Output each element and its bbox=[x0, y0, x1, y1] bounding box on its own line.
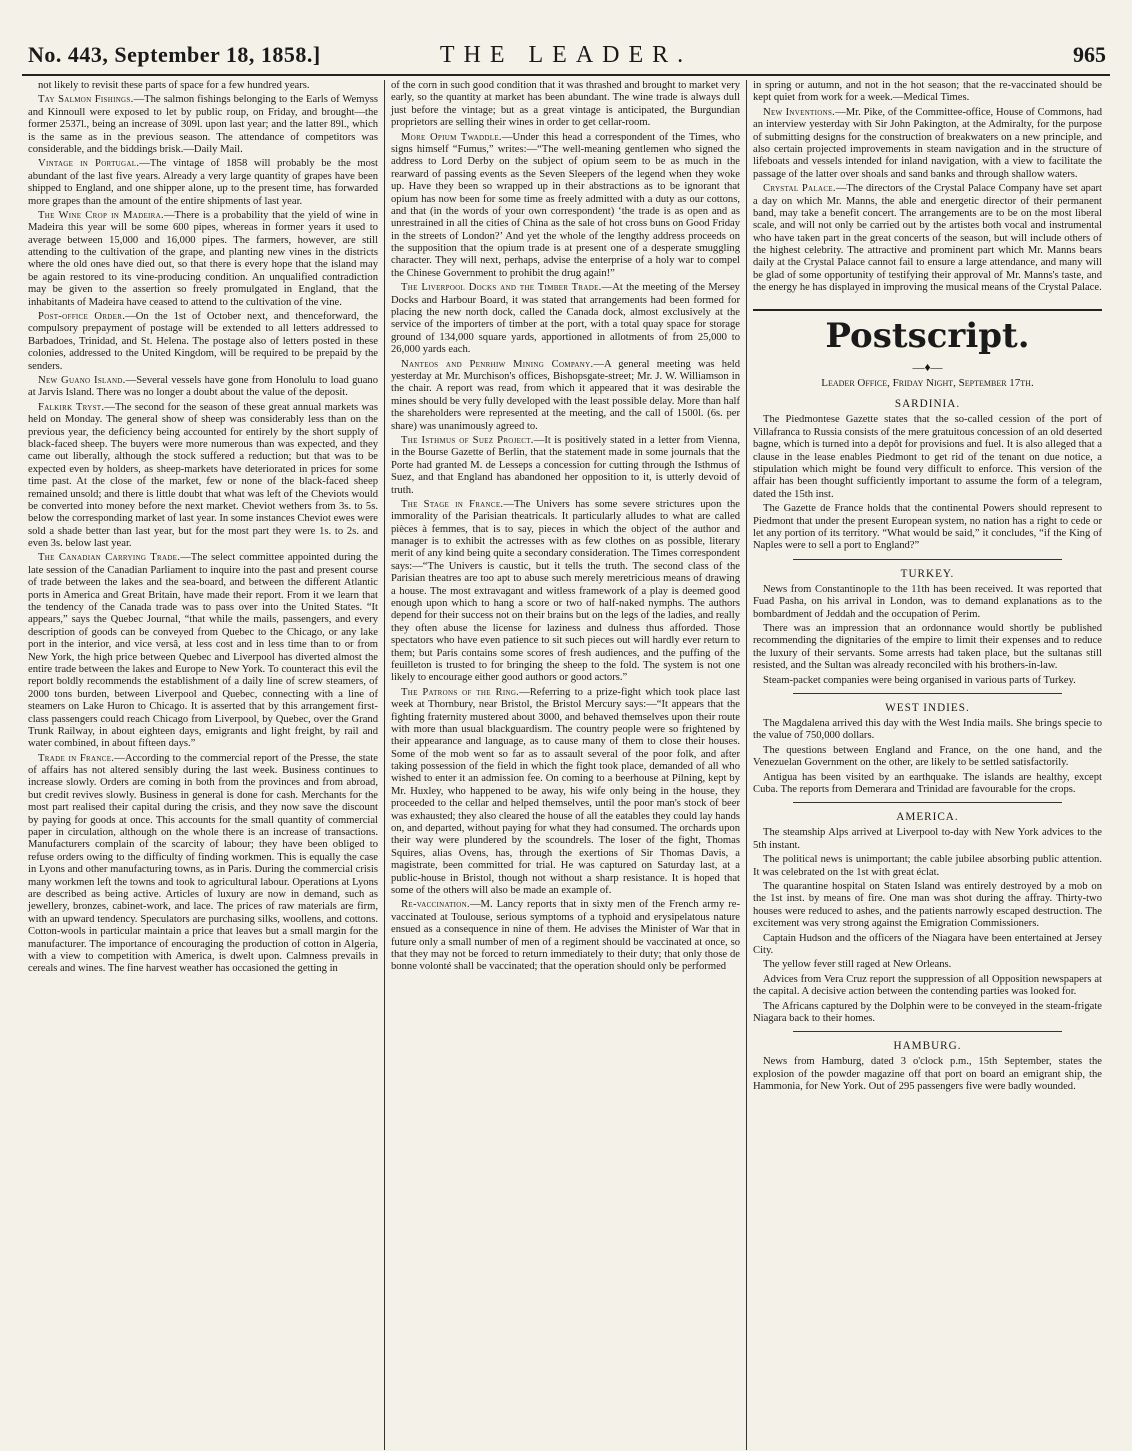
postscript-dateline: Leader Office, Friday Night, September 17th. bbox=[821, 377, 1034, 390]
section-heading: TURKEY. bbox=[900, 567, 955, 580]
article-text: —M. Lancy reports that in sixty men of the French army re-vaccinated at Toulouse, serious symptoms of a typhoid and erysipelatous nature ensued as a consequence in nine of them. He advises the Minister of War that in future only a small number of men of a regiment should be vaccinated at once, so that they may not be forced to return immediately to their duty; that only those de bonne volonté shall be vaccinated; that the operation should only be performed bbox=[391, 899, 740, 973]
article-paragraph bbox=[28, 158, 378, 208]
section-paragraph: The Piedmontese Gazette states that the so-called cession of the port of Villafranca to Russia consists of the mere gratuitous concession of an old deserted bagne, which is turned into a depôt for provisions and fuel. It is also alleged that a clause in the lease enables Piedmont to get rid of the tenant on due notice, a stipulation which might be found very difficult to enforce. This version of the affair has been thought sufficiently important to assume the form of a telegram, dated the 15th inst. bbox=[753, 414, 1102, 500]
article-text: —The Univers has some severe strictures upon the immorality of the Parisian theatricals. It particularly alludes to what are called pièces à femmes, that is to say, pieces in which the object of the author and manager is to exhibit the actresses with as few clothes on as possible, literary merit of any kind being quite a secondary consideration. The Times correspondent says:—“The Univers is caustic, but it tells the truth. The second class of the Parisian theatres are too apt to abuse such merely meretricious means of drawing a house. The most extravagant and witless framework of a play is deemed good enough upon which to hang a score or two of half-naked nymphs. The authors depend for their success not on their brains but on the legs of the ladies, and really they often abuse the license for laziness and dulness thus afforded. Those spectators who have even patience to sit such pieces out will hardly ever return to them; but Paris contains some scores of fresh audiences, and the puffing of the feuilleton is trusted to for bringing the sheep to the fold. The system is not one likely to encourage either good authors or good actors.” bbox=[391, 498, 740, 684]
article-paragraph bbox=[28, 80, 378, 92]
article-paragraph bbox=[28, 311, 378, 373]
column-1 bbox=[22, 80, 384, 1450]
article-paragraph bbox=[391, 282, 740, 356]
section-paragraph: Steam-packet companies were being organised in various parts of Turkey. bbox=[763, 674, 1076, 686]
article-heading: Vintage in Portugal. bbox=[38, 158, 140, 170]
article-heading: Nanteos and Penrhiw Mining Company. bbox=[401, 358, 594, 370]
section-paragraph: The quarantine hospital on Staten Island was entirely destroyed by a mob on the 1st inst. by means of fire. One man was shot during the affray. Thirty-two houses were reduced to ashes, and the patients narrowly escaped destruction. The excitement was very strong against the Emigration Commissioners. bbox=[753, 881, 1102, 930]
article-text: —Mr. Pike, of the Committee-office, House of Commons, had an interview yesterday with Sir John Pakington, at the Admiralty, for the purpose of submitting designs for the construction of breakwaters on a new principle, and also certain projected improvements in steam navigation and in the structure of lifeboats and vessels intended for inland navigation, with a view to facilitate the passage of the latter over shoals and sand banks and through shallow waters. bbox=[753, 106, 1102, 180]
article-text: —The vintage of 1858 will probably be the most abundant of the last five years. Already a very large quantity of grapes have been shipped to England, and one shipper alone, up to the present time, has forwarded more grapes than the amount of the entire shipments of last year. bbox=[28, 158, 378, 207]
postscript-sections bbox=[753, 398, 1102, 1093]
article-paragraph bbox=[28, 94, 378, 156]
article-paragraph bbox=[391, 899, 740, 973]
column-3 bbox=[746, 80, 1108, 1450]
section-paragraph: The questions between England and France, on the one hand, and the Venezuelan Government on the other, are likely to be settled satisfactorily. bbox=[753, 744, 1102, 769]
section-paragraph: Antigua has been visited by an earthquake. The islands are healthy, except Cuba. The reports from Demerara and Trinidad are favourable for the crops. bbox=[753, 771, 1102, 795]
article-heading: Falkirk Tryst. bbox=[38, 401, 105, 413]
article-heading: The Canadian Carrying Trade. bbox=[38, 552, 181, 564]
ornament-icon: —♦— bbox=[912, 360, 943, 375]
article-heading: Re-vaccination. bbox=[401, 899, 470, 911]
article-heading: New Inventions. bbox=[763, 106, 836, 118]
article-paragraph bbox=[28, 753, 378, 976]
columns bbox=[22, 80, 1110, 1450]
section-heading: HAMBURG. bbox=[893, 1040, 962, 1053]
article-heading: The Wine Crop in Madeira. bbox=[38, 209, 164, 221]
article-text: —Several vessels have gone from Honolulu to load guano at Jarvis Island. There was no longer a doubt about the value of the deposit. bbox=[28, 374, 378, 399]
section-paragraph: News from Constantinople to the 11th has been received. It was reported that Fuad Pasha, on his arrival in London, was to demand explanations as to the bombardment of Jeddah and the occupation of Perim. bbox=[753, 583, 1102, 620]
article-text: not likely to revisit these parts of space for a few hundred years. bbox=[38, 80, 310, 91]
article-text: —According to the commercial report of the Presse, the state of affairs has not altered sensibly during the last week. Business continues to increase slowly. Orders are coming in both from the provinces and from abroad, but credit revives slowly. Business in general is done for cash. Merchants for the most part realised their capital during the crisis, and they now save the discount by paying for goods at once. This accounts for the small quantity of commercial paper in circulation, although on the whole there is an increase of transactions. Manufacturers complain of the scarcity of labour; they have been obliged to refuse orders owing to the difficulty of finding workmen. This is equally the case in Lyons and other manufacturing towns, as in Paris. During the commercial crisis many workmen left the towns and took to agricultural labour. Operations at Lyons are described as being active. Articles of luxury are now in demand, such as jewellery, bronzes, cabinet-work, and lace. The prices of raw materials are firm, with an upward tendency. Speculators are purchasing silks, woollens, and cottons. Cotton-wools in particular maintain a price that leaves but a small margin for the manufacturer. The importance of encouraging the production of cotton in Algeria, with a view to competition with America, is dwelt upon. Calmness prevails in cereals and wines. The fine harvest weather has occasioned the getting in bbox=[28, 752, 378, 975]
article-heading: Post-office Order. bbox=[38, 311, 126, 323]
article-paragraph bbox=[391, 687, 740, 898]
article-paragraph bbox=[753, 80, 1102, 105]
article-text: —The directors of the Crystal Palace Company have set apart a day on which Mr. Manns, the able and energetic director of their permanent band, may take a benefit concert. The arrangements are to be on the most liberal scale, and will not only be carried out by the artistes both vocal and instrumental who have taken part in the great concerts of the season, but will include others of the highest celebrity. The attractive and prominent part which Mr. Manns bears daily at the Crystal Palace cannot fail to ensure a large attendance, and many will be glad of some opportunity of testifying their approval of Mr. Manns's taste, and the energy he has displayed in improving the musical means of the Crystal Palace. bbox=[753, 183, 1102, 294]
article-paragraph bbox=[753, 183, 1102, 295]
article-paragraph bbox=[28, 375, 378, 400]
article-heading: The Liverpool Docks and the Timber Trade. bbox=[401, 282, 602, 294]
article-paragraph bbox=[391, 499, 740, 685]
section-paragraph: The Africans captured by the Dolphin were to be conveyed in the steam-frigate Niagara back to their homes. bbox=[753, 1000, 1102, 1024]
article-heading: The Patrons of the Ring. bbox=[401, 686, 520, 698]
newspaper-title: THE LEADER. bbox=[439, 42, 693, 68]
issue-date: No. 443, September 18, 1858.] bbox=[28, 42, 321, 67]
article-text: —At the meeting of the Mersey Docks and Harbour Board, it was stated that arrangements had been formed for placing the new north dock, called the Canada dock, almost exclusively at the service of the importers of timber at the port, with a total quay space for storage ground of 134,000 square yards, apportioned in allotments of from 25,000 to 26,000 yards each. bbox=[391, 282, 740, 356]
article-text: of the corn in such good condition that it was thrashed and brought to market very early, so the quantity at market has been abundant. The wine trade is always dull just before the vintage; but as a great vintage is anticipated, the Burgundian proprietors are selling their wines in order to get cellar-room. bbox=[391, 80, 740, 129]
article-heading: Crystal Palace. bbox=[763, 183, 836, 195]
section-divider bbox=[793, 802, 1062, 803]
article-heading: The Stage in France. bbox=[401, 498, 504, 510]
section-heading: AMERICA. bbox=[896, 811, 959, 824]
section-paragraph: The political news is unimportant; the cable jubilee absorbing public attention. It was celebrated on the 1st with great éclat. bbox=[753, 854, 1102, 878]
section-paragraph: Advices from Vera Cruz report the suppression of all Opposition newspapers at the capital. A decisive action between the contending parties was looked for. bbox=[753, 973, 1102, 998]
section-paragraph: Captain Hudson and the officers of the Niagara have been entertained at Jersey City. bbox=[753, 932, 1102, 956]
article-text: —Referring to a prize-fight which took place last week at Thornbury, near Bristol, the Bristol Mercury says:—“It appears that the fighting fraternity mustered about 3000, and behaved themselves upon their route with more than usual blackguardism. The country people were so frightened by their appearance and language, as to cause many of them to close their houses. Some of the mob went so far as to assault several of the poor folk, and after taking possession of the field in which the fight took place, demanded of all who wished to enter it an admission fee. On coming to a beerhouse at Pilning, kept by Mr. Huxley, who happened to be away, his wife only being in the house, they proceeded to the cellar and helped themselves, until the poor man's stock of beer was exhausted; they also cleared the house of all the eatables they could lay hands on, and departed, without paying for what they had consumed. The orchards upon their way were plundered by the scoundrels. The loser of the fight, Thomas Squires, alias Ovens, has, through the exertions of Sir Thomas Davis, a magistrate, been committed for trial. He was captured on Saturday last, at a public-house in Bristol, though not without a sharp resistance. It is hoped that some of the others will also be made an example of. bbox=[391, 686, 740, 896]
section-divider bbox=[793, 559, 1062, 560]
postscript-title: Postscript. bbox=[825, 315, 1030, 356]
article-paragraph bbox=[28, 402, 378, 551]
section-heading: SARDINIA. bbox=[894, 398, 961, 411]
article-text: —The select committee appointed during the late session of the Canadian Parliament to inquire into the past and present course of trade between the lakes and the sea-board, and between the different Atlantic ports in America and Great Britain, have made their report. From it we learn that the tendency of the Canada trade was to pass over into the United States. “It appears,” says the Quebec Journal, “that while the mails, passengers, and every description of goods can be conveyed from Quebec to the Chicago, or any lake port in the interior, and vice versâ, at less cost and in less time than to or from New York, the high price between Quebec and Liverpool has diverted almost the entire trade between the lakes and Europe to New York. To counteract this evil the report boldly recommends the establishment of a daily line of screw steamers, of 2000 tons burden, between Liverpool and Quebec, connecting with a line of steamers on Lake Huron to Chicago. It is asserted that by this arrangement first-class passengers could reach Chicago from Liverpool, by Quebec, over the Grand Trunk Railway, in about eighteen days, emigrants and light freight, by rail and water combined, in about fifteen days.” bbox=[28, 552, 378, 750]
column-3-articles bbox=[753, 80, 1102, 295]
section-paragraph: The Magdalena arrived this day with the West India mails. She brings specie to the value of 750,000 dollars. bbox=[753, 718, 1102, 742]
article-text: —On the 1st of October next, and thenceforward, the compulsory prepayment of postage will be extended to all letters addressed to Barbadoes, Trinidad, and St. Helena. The postage also of letters posted in these colonies, addressed to the United Kingdom, will be required to be prepaid by the senders. bbox=[28, 311, 378, 372]
article-text: in spring or autumn, and not in the hot season; that the re-vaccinated should be kept quiet from work for a week.—Medical Times. bbox=[753, 80, 1102, 104]
article-paragraph bbox=[28, 210, 378, 309]
article-paragraph bbox=[391, 132, 740, 281]
article-heading: The Isthmus of Suez Project. bbox=[401, 434, 534, 446]
section-divider bbox=[793, 693, 1062, 694]
article-text: —The salmon fishings belonging to the Earls of Wemyss and Kinnoull were exposed to let by public roup, on Friday, and brought—the former 2537l., being an increase of 309l. upon last year; and the latter 89l., which is the same as in the previous season. The attendance of competitors was considerable, and the biddings brisk.—Daily Mail. bbox=[28, 94, 378, 155]
section-paragraph: News from Hamburg, dated 3 o'clock p.m., 15th September, states the explosion of the powder magazine off that port on board an emigrant ship, the Hammonia, for New York. Out of 295 passengers five were badly wounded. bbox=[753, 1056, 1102, 1093]
article-text: —The second for the season of these great annual markets was held on Monday. The general show of sheep was considerably less than on the previous year, the deficiency being accounted for entirely by the short supply of black-faced sheep. The buyers were more numerous than was expected, and they came out liberally, although the stock suffered a reduction; but that was to be expected even by holders, as sheep-markets have deteriorated in prices for some time past. At the close of the market, few or none of the black-faced sheep remained unsold; and there is little doubt that what was left of the Cheviots would be converted into money before the next market. Cheviot wethers from 3s. to 5s. below the corresponding market of last year. In some instances Cheviot ewes were sold a shade better than last year, but for the most part they were 1s. to 2s. and even 3s. below last year. bbox=[28, 401, 379, 550]
article-text: —It is positively stated in a letter from Vienna, in the Bourse Gazette of Berlin, that the statement made in some journals that the Porte had granted M. de Lesseps a concession for cutting through the Isthmus of Suez, and that England has abandoned her opposition to it, is utterly devoid of truth. bbox=[391, 434, 740, 496]
masthead bbox=[22, 40, 1110, 76]
section-paragraph: The Gazette de France holds that the continental Powers should represent to Piedmont that under the present European system, no nation has a right to cede or let any portion of its territory. “What would be said,” it concludes, “if the King of Naples were to sell a port to England?” bbox=[753, 503, 1102, 552]
column-2 bbox=[384, 80, 746, 1450]
article-text: —There is a probability that the yield of wine in Madeira this year will be some 600 pipes, whereas in former years it used to average between 15,000 and 16,000 pipes. The farmers, however, are still attending to the cultivation of the grape, and planting new vines in the districts where the old ones have died out, so that there is every hope that the island may be again restored to its vine-producing condition. An unqualified contradiction may be given to the assertion so freely promulgated in England, that the inhabitants of Madeira have ceased to attend to the cultivation of the vine. bbox=[28, 209, 378, 308]
section-divider bbox=[793, 1031, 1062, 1032]
article-paragraph bbox=[28, 552, 378, 750]
article-heading: Tay Salmon Fishings. bbox=[38, 94, 134, 106]
article-text: —Under this head a correspondent of the Times, who signs himself “Fumus,” writes:—“The well-meaning gentlemen who signed the address to Lord Derby on the subject of opium seem to be as much in the rearward of passing events as the Seven Sleepers of the legend when they woke up. Have they been so wrapped up in their abstractions as to be ignorant that opium has now been for some time as freely admitted with a duty as our cottons, and that (in the words of your own correspondent) ‘the trade is as open and as unrestrained in all the cities of China as the sale of hot cross buns on Good Friday in the streets of London?’ And yet the whole of the lengthy address proceeds on the supposition that the opium trade is at present one of a desperate smuggling character. They will next, perhaps, advise the enterprise of a holy war to compel the Chinese Government to prohibit the drug again!” bbox=[391, 131, 740, 279]
postscript-header bbox=[753, 309, 1102, 391]
section-paragraph: The steamship Alps arrived at Liverpool to-day with New York advices to the 5th instant. bbox=[753, 827, 1102, 851]
article-paragraph bbox=[753, 107, 1102, 181]
page-number: 965 bbox=[1073, 42, 1106, 67]
section-paragraph: There was an impression that an ordonnance would shortly be published recommending the dignitaries of the empire to limit their expenses and to reduce the luxury of their servants. Some arrests had taken place, but the sultanas still resisted, and the Sultan was already reconciled with his brothers-in-law. bbox=[753, 622, 1102, 672]
article-heading: More Opium Twaddle. bbox=[401, 131, 502, 143]
article-text: —A general meeting was held yesterday at Mr. Murchison's offices, Bishopsgate-street; Mr. J. W. Williamson in the chair. A report was read, from which it appeared that it was desirable the mines should be very fully developed with the least possible delay. More than half the shareholders were represented at the meeting, and the call of 1500l. (6s. per share) was unanimously agreed to. bbox=[391, 358, 741, 432]
article-heading: Trade in France. bbox=[38, 752, 115, 764]
article-paragraph bbox=[391, 435, 740, 497]
article-paragraph bbox=[391, 359, 740, 433]
section-heading: WEST INDIES. bbox=[885, 701, 970, 714]
article-heading: New Guano Island. bbox=[38, 374, 126, 386]
section-paragraph: The yellow fever still raged at New Orleans. bbox=[763, 959, 952, 971]
article-paragraph bbox=[391, 80, 740, 130]
